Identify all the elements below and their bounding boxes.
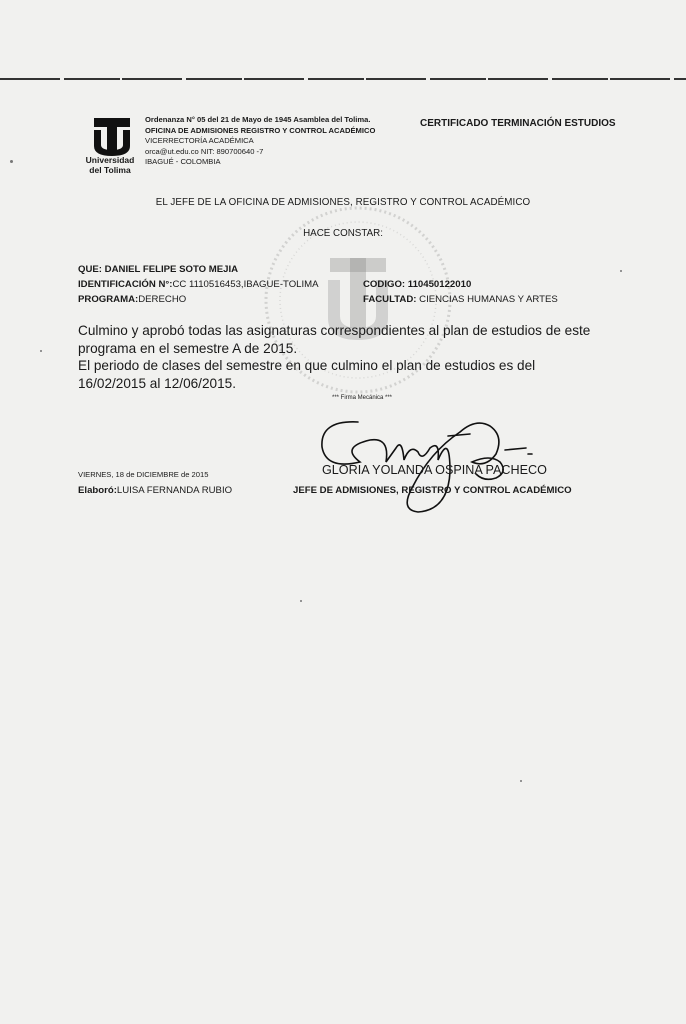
scan-speck — [300, 600, 302, 602]
faculty-field: FACULTAD: CIENCIAS HUMANAS Y ARTES — [363, 294, 558, 305]
student-id-field: IDENTIFICACIÓN N°:CC 1110516453,IBAGUE-TOLIMA — [78, 279, 319, 290]
scan-speck — [520, 780, 522, 782]
hace-constar: HACE CONSTAR: — [303, 228, 383, 239]
institution-header — [145, 115, 415, 168]
scan-speck — [10, 160, 13, 163]
contact-line: orca@ut.edu.co NIT: 890700640 -7 — [145, 146, 264, 156]
ordenanza-line: Ordenanza N° 05 del 21 de Mayo de 1945 Asamblea del Tolima. — [145, 115, 371, 124]
program-field: PROGRAMA:DERECHO — [78, 294, 187, 305]
prepared-by: Elaboró:LUISA FERNANDA RUBIO — [78, 485, 233, 496]
vicerrectoria-line: VICERRECTORÍA ACADÉMICA — [145, 136, 254, 145]
top-divider — [0, 78, 686, 80]
signer-role: JEFE DE ADMISIONES, REGISTRO Y CONTROL ACADÉMICO — [293, 485, 572, 496]
student-code-field: CODIGO: 110450122010 — [363, 279, 472, 290]
issue-date: VIERNES, 18 de DICIEMBRE de 2015 — [78, 470, 209, 479]
city-line: IBAGUÉ - COLOMBIA — [145, 157, 221, 166]
scan-speck — [620, 270, 622, 272]
issuer-line: EL JEFE DE LA OFICINA DE ADMISIONES, REGISTRO Y CONTROL ACADÉMICO — [155, 197, 531, 208]
scan-speck — [40, 350, 42, 352]
signer-name: GLORIA YOLANDA OSPINA PACHECO — [322, 463, 547, 477]
certificate-body — [78, 322, 598, 392]
oficina-line: OFICINA DE ADMISIONES REGISTRO Y CONTROL ACADÉMICO — [145, 125, 376, 135]
handwritten-signature-icon — [300, 392, 560, 522]
student-name-field: QUE: DANIEL FELIPE SOTO MEJIA — [78, 264, 239, 275]
body-paragraph-2: El periodo de clases del semestre en que culmino el plan de estudios es del 16/02/2015 al 12/06/2015. — [78, 358, 536, 391]
university-name: Universidad del Tolima — [85, 155, 135, 175]
body-paragraph-1: Culmino y aprobó todas las asignaturas correspondientes al plan de estudios de este programa en el semestre A de 2015. — [78, 323, 591, 356]
certificate-title: CERTIFICADO TERMINACIÓN ESTUDIOS — [420, 118, 616, 129]
signature-small-label: *** Firma Mecánica *** — [332, 395, 393, 401]
